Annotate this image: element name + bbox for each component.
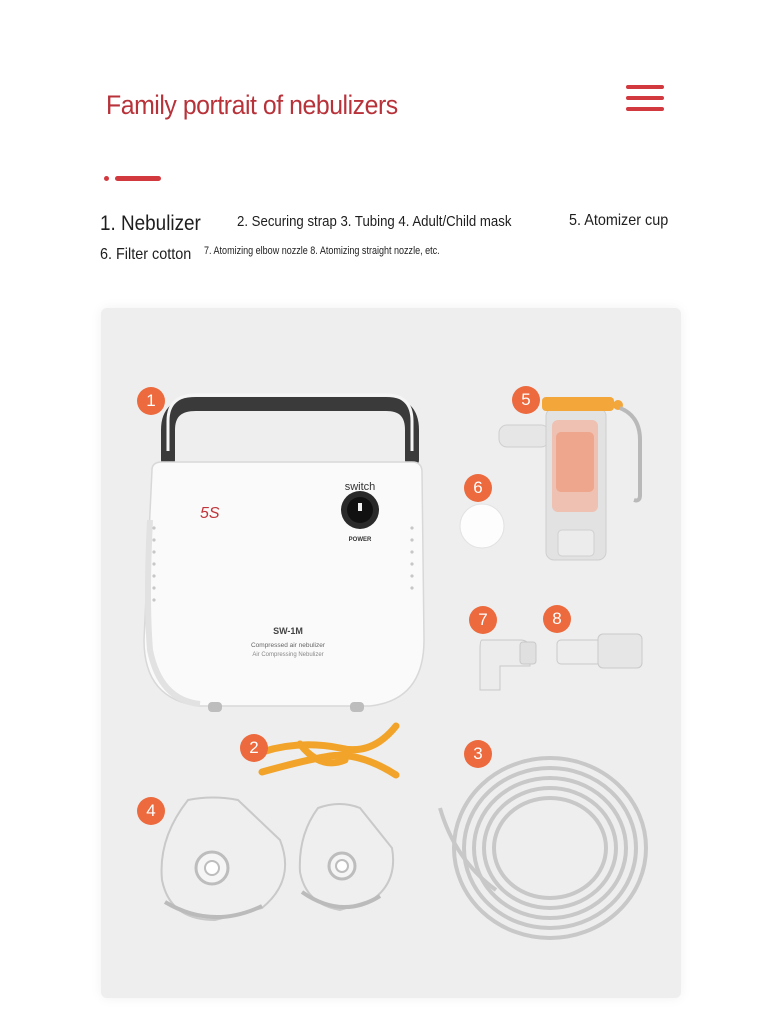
adult-mask-image (162, 798, 286, 921)
component-item-filter-cotton: 6. Filter cotton (100, 246, 192, 263)
component-item-nebulizer: 1. Nebulizer (100, 212, 201, 235)
straight-nozzle-image (557, 634, 642, 668)
filter-cotton-image (460, 504, 504, 548)
tubing-image (440, 758, 646, 938)
switch-label: switch (344, 481, 376, 493)
page-title: Family portrait of nebulizers (106, 90, 398, 120)
component-items-2-4: 2. Securing strap 3. Tubing 4. Adult/Child mask (237, 213, 512, 230)
nebulizer-device-image (144, 395, 424, 712)
elbow-nozzle-image (480, 640, 536, 690)
badge-3: 3 (464, 740, 492, 768)
badge-5: 5 (512, 386, 540, 414)
device-subtitle-2: Air Compressing Nebulizer (252, 652, 324, 658)
badge-8: 8 (543, 605, 571, 633)
badge-6: 6 (464, 474, 492, 502)
securing-strap-image (262, 726, 396, 775)
badge-1: 1 (137, 387, 165, 415)
model-label: SW-1M (273, 626, 303, 636)
child-mask-image (300, 804, 393, 910)
power-label: POWER (348, 537, 372, 543)
badge-4: 4 (137, 797, 165, 825)
component-items-7-8: 7. Atomizing elbow nozzle 8. Atomizing straight nozzle, etc. (204, 245, 440, 257)
component-item-atomizer-cup: 5. Atomizer cup (569, 212, 669, 229)
atomizer-cup-image (499, 397, 640, 560)
device-subtitle: Compressed air nebulizer (250, 642, 326, 649)
badge-2: 2 (240, 734, 268, 762)
badge-7: 7 (469, 606, 497, 634)
brand-logo: 5S (200, 505, 220, 522)
